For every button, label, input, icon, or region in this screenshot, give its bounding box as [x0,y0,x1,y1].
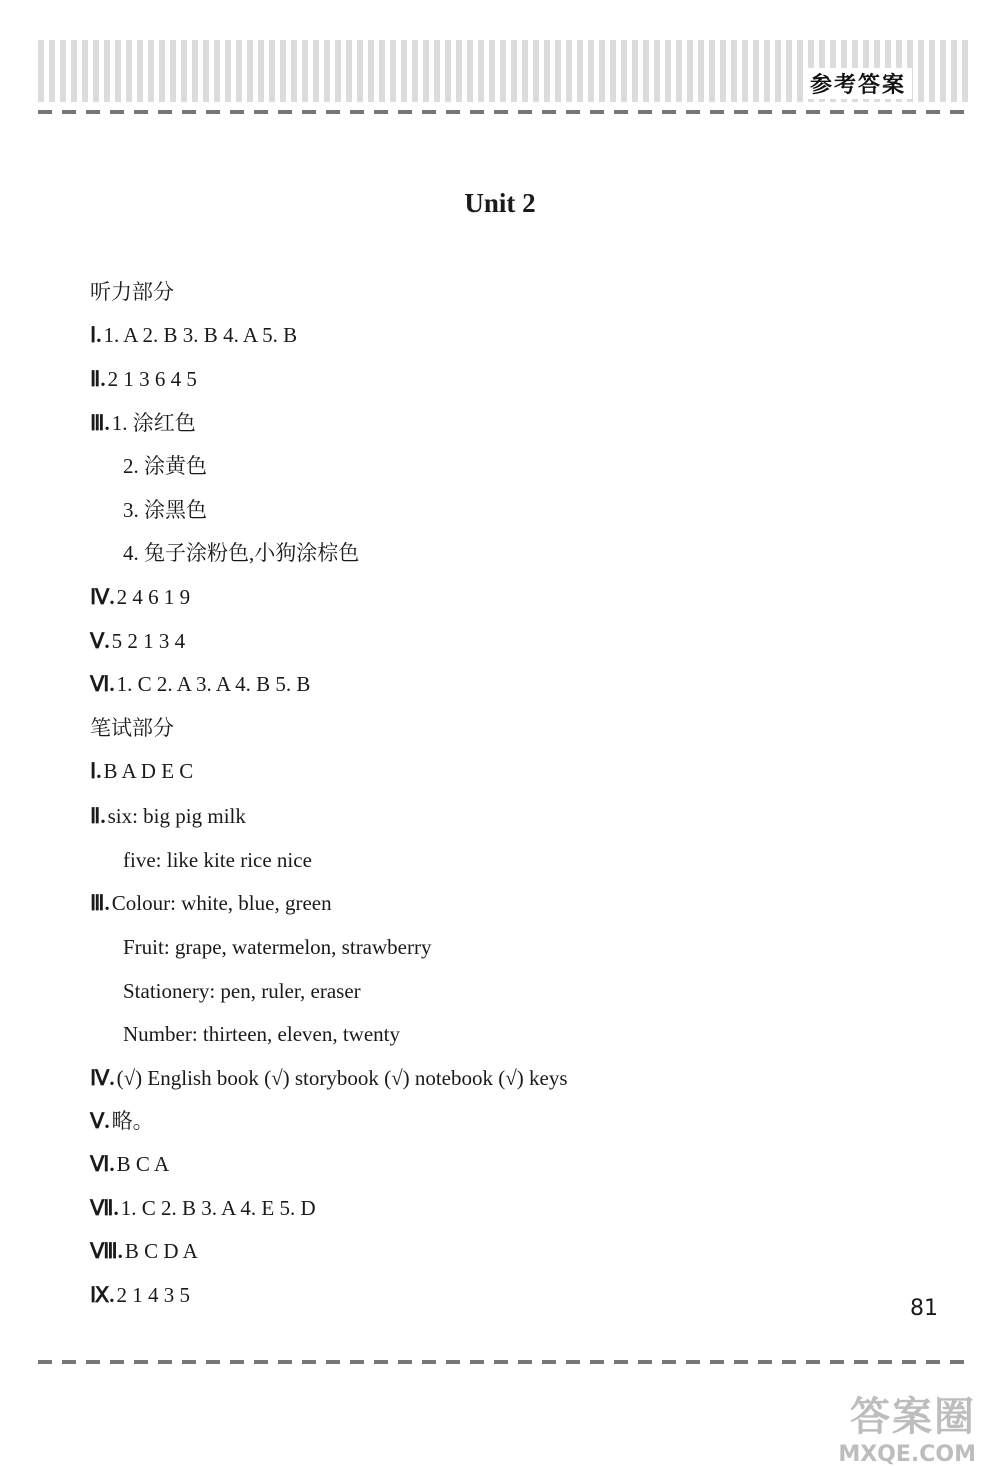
answer-line: 4. 兔子涂粉色,小狗涂棕色 [123,541,360,565]
written-heading: 笔试部分 [90,716,174,740]
answer-line: Ⅵ.B C A [90,1152,170,1176]
answer-line: five: like kite rice nice [123,848,312,872]
answer-line: Ⅱ.six: big pig milk [90,804,246,828]
header-title: 参考答案 [804,68,912,99]
answer-line: Ⅳ.(√) English book (√) storybook (√) notebook (√) keys [90,1066,568,1090]
page-number: 81 [910,1296,938,1321]
answer-line: Ⅴ.略。 [90,1109,154,1133]
header-divider [38,110,968,114]
answer-line: Fruit: grape, watermelon, strawberry [123,935,432,959]
answer-line: Ⅸ.2 1 4 3 5 [90,1283,191,1307]
unit-title: Unit 2 [464,188,536,218]
answer-line: 2. 涂黄色 [123,454,207,478]
answer-line: Stationery: pen, ruler, eraser [123,979,361,1003]
answer-line: Ⅷ.B C D A [90,1239,198,1263]
answer-line: Ⅱ.2 1 3 6 4 5 [90,367,197,391]
answer-line: Ⅲ.1. 涂红色 [90,411,196,435]
watermark-text: 答案圈 [850,1394,976,1440]
answer-line: Ⅳ.2 4 6 1 9 [90,585,191,609]
watermark-url: MXQE.COM [838,1442,976,1467]
watermark-logo [776,1385,976,1467]
answer-line: Ⅵ.1. C 2. A 3. A 4. B 5. B [90,672,311,696]
answer-line: Ⅴ.5 2 1 3 4 [90,629,186,653]
answer-line: Ⅲ.Colour: white, blue, green [90,891,332,915]
answer-line: Ⅶ.1. C 2. B 3. A 4. E 5. D [90,1196,316,1220]
footer-divider [38,1360,968,1364]
listening-heading: 听力部分 [90,280,174,304]
answer-line: Ⅰ.1. A 2. B 3. B 4. A 5. B [90,323,298,347]
answer-line: Ⅰ.B A D E C [90,759,194,783]
answer-line: Number: thirteen, eleven, twenty [123,1022,400,1046]
answer-line: 3. 涂黑色 [123,498,207,522]
